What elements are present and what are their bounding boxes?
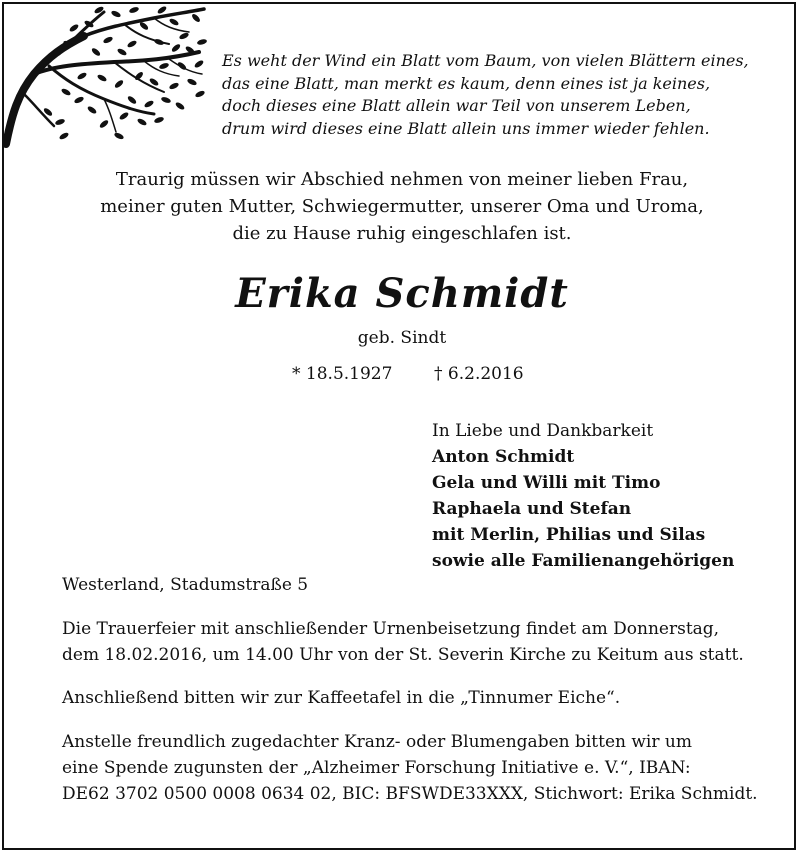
poem-line: das eine Blatt, man merkt es kaum, denn eines ist ja keines, [222,73,711,93]
poem [222,50,782,140]
deceased-name: Erika Schmidt [235,270,569,317]
poem-line: drum wird dieses eine Blatt allein uns immer wieder fehlen. [222,118,710,138]
mourners-list [432,418,734,574]
donation-notice [62,729,782,807]
mourners-intro: In Liebe und Dankbarkeit [432,421,654,441]
intro-line: meiner guten Mutter, Schwiegermutter, unserer Oma und Uroma, [100,196,704,217]
mourner-name: Anton Schmidt [432,447,575,467]
donation-line: eine Spende zugunsten der „Alzheimer Forschung Initiative e. V.“, IBAN: [62,758,691,778]
mourner-name: sowie alle Familienangehörigen [432,551,735,571]
donation-line: Anstelle freundlich zugedachter Kranz- oder Blumengaben bitten wir um [62,732,692,752]
obituary-card [2,2,796,850]
funeral-notice [62,616,782,668]
intro-line: Traurig müssen wir Abschied nehmen von meiner lieben Frau, [115,169,689,190]
tree-branch-icon [4,4,209,149]
intro-line: die zu Hause ruhig eingeschlafen ist. [232,223,572,244]
address: Westerland, Stadumstraße 5 [62,575,309,595]
poem-line: doch dieses eine Blatt allein war Teil von unserem Leben, [222,96,691,115]
maiden-name: geb. Sindt [357,328,447,348]
reception-line: Anschließend bitten wir zur Kaffeetafel in die „Tinnumer Eiche“. [62,688,621,708]
death-date: † 6.2.2016 [434,364,524,384]
birth-date: * 18.5.1927 [292,364,393,384]
donation-line: DE62 3702 0500 0008 0634 02, BIC: BFSWDE33XXX, Stichwort: Erika Schmidt. [62,784,758,804]
mourner-name: Raphaela und Stefan [432,499,632,519]
reception-notice [62,685,782,711]
poem-line: Es weht der Wind ein Blatt vom Baum, von vielen Blättern eines, [222,51,749,70]
funeral-line: Die Trauerfeier mit anschließender Urnenbeisetzung findet am Donnerstag, [62,619,720,639]
mourner-name: Gela und Willi mit Timo [432,473,661,493]
mourner-name: mit Merlin, Philias und Silas [432,525,706,545]
funeral-line: dem 18.02.2016, um 14.00 Uhr von der St. Severin Kirche zu Keitum aus statt. [62,645,744,665]
intro-text [4,166,800,247]
